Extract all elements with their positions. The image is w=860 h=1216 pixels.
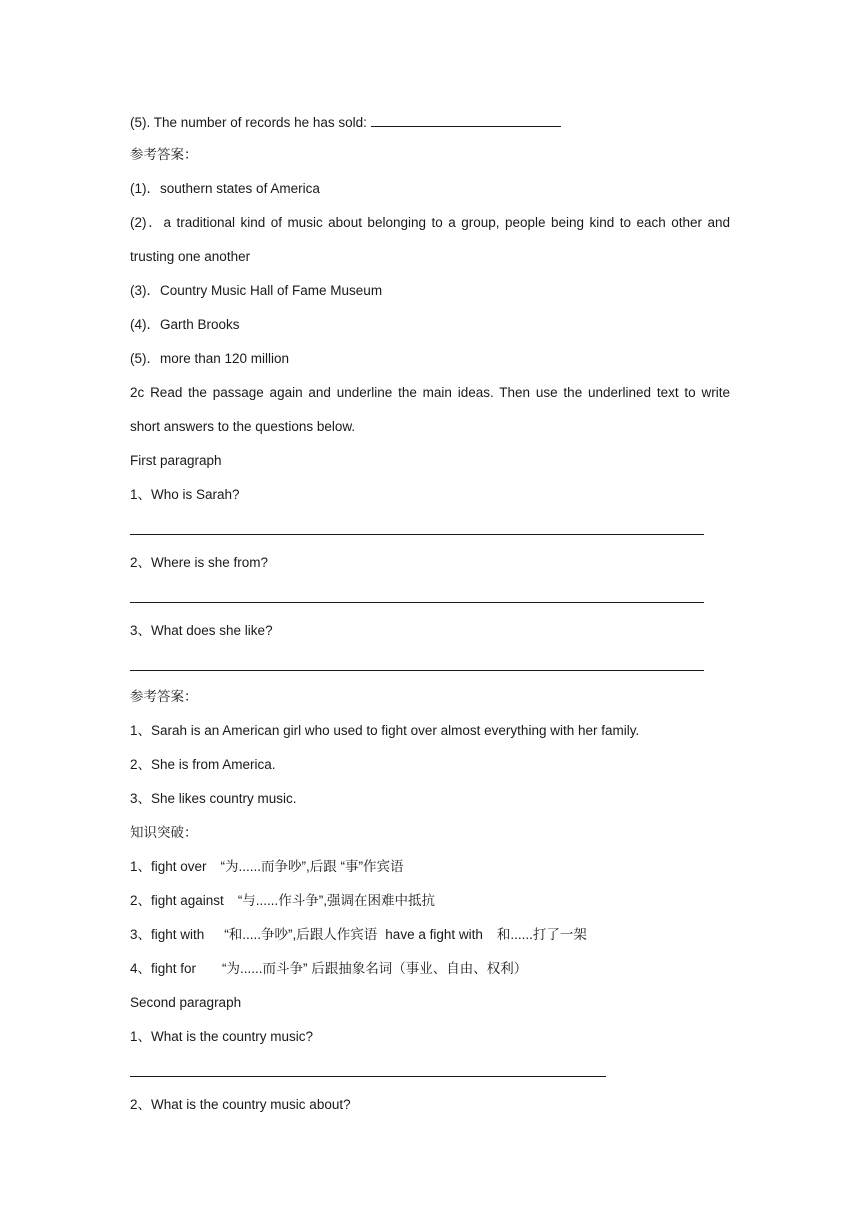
answer-line: trusting one another bbox=[130, 249, 251, 264]
question-5-label: (5). The number of records he has sold: bbox=[130, 115, 367, 130]
phrase: 3、fight with bbox=[130, 927, 205, 942]
knowledge-heading: 知识突破： bbox=[130, 825, 198, 840]
knowledge-item bbox=[130, 892, 435, 910]
answer-line: 3、She likes country music. bbox=[130, 791, 297, 806]
phrase: 1、fight over bbox=[130, 859, 207, 874]
answer-blank bbox=[371, 112, 561, 127]
question-item: 1、Who is Sarah? bbox=[130, 487, 240, 502]
phrase-meaning: “与......作斗争”,强调在困难中抵抗 bbox=[237, 893, 436, 908]
answer-blank bbox=[130, 602, 704, 603]
phrase-meaning: “为......而斗争” 后跟抽象名词（事业、自由、权利） bbox=[222, 961, 528, 976]
phrase-extra-meaning: 和......打了一架 bbox=[496, 927, 587, 942]
answer-line: 1、Sarah is an American girl who used to fight over almost everything with her family. bbox=[130, 723, 640, 738]
instruction: short answers to the questions below. bbox=[130, 419, 356, 434]
answer-blank bbox=[130, 1076, 606, 1077]
knowledge-item bbox=[130, 926, 587, 944]
answer-blank bbox=[130, 670, 704, 671]
answer-heading: 参考答案： bbox=[130, 689, 198, 704]
phrase-meaning: “为......而争吵”,后跟 “事”作宾语 bbox=[220, 859, 404, 874]
phrase: 4、fight for bbox=[130, 961, 197, 976]
phrase-extra: have a fight with bbox=[385, 927, 483, 942]
answer-line: (4)．Garth Brooks bbox=[130, 317, 240, 332]
answer-heading: 参考答案： bbox=[130, 147, 198, 162]
question-item: 2、Where is she from? bbox=[130, 555, 269, 570]
question-item: 3、What does she like? bbox=[130, 623, 273, 638]
question-5 bbox=[130, 112, 561, 132]
answer-line: (3)．Country Music Hall of Fame Museum bbox=[130, 283, 383, 298]
phrase: 2、fight against bbox=[130, 893, 224, 908]
knowledge-item bbox=[130, 858, 404, 876]
question-item: 2、What is the country music about? bbox=[130, 1097, 351, 1112]
section-heading: Second paragraph bbox=[130, 995, 242, 1010]
instruction: 2c Read the passage again and underline the main ideas. Then use the underlined text to write bbox=[130, 385, 730, 400]
answer-line: (1)．southern states of America bbox=[130, 181, 320, 196]
section-heading: First paragraph bbox=[130, 453, 222, 468]
knowledge-item bbox=[130, 960, 527, 978]
phrase-meaning: “和.....争吵”,后跟人作宾语 bbox=[224, 927, 378, 942]
answer-line: 2、She is from America. bbox=[130, 757, 276, 772]
answer-line: (2)．a traditional kind of music about belonging to a group, people being kind to each other and bbox=[130, 215, 730, 230]
answer-blank bbox=[130, 534, 704, 535]
answer-line: (5)．more than 120 million bbox=[130, 351, 290, 366]
question-item: 1、What is the country music? bbox=[130, 1029, 314, 1044]
